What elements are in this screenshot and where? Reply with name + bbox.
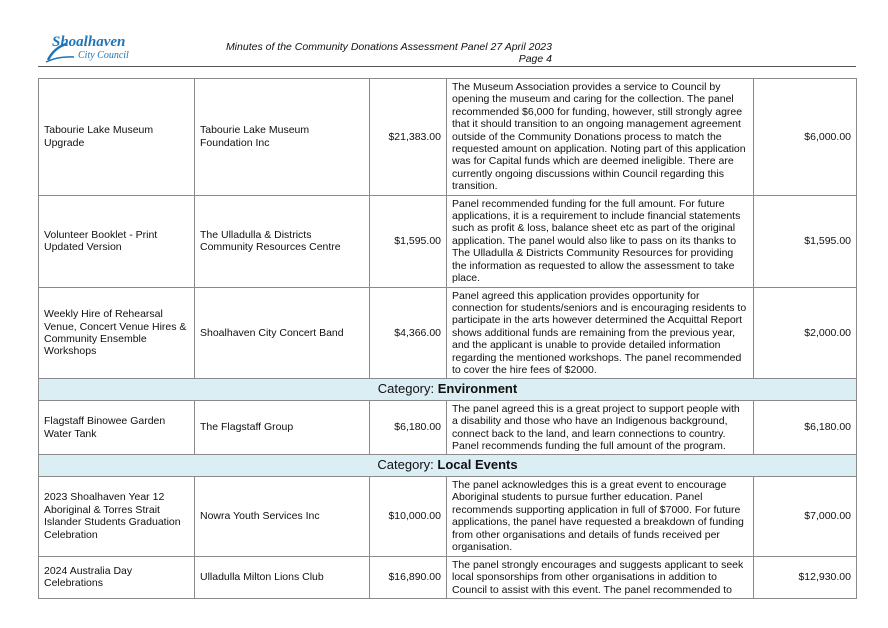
panel-comment-cell: The panel strongly encourages and suggests applicant to seek local sponsorships from other organisations in addition to Council to assist with this event. The panel recommended to [447,556,754,598]
panel-comment-cell: The panel agreed this is a great project to support people with a disability and those who have an Indigenous background, connect back to the land, and learn connections to country. Panel recommends funding the full amount of the program. [447,400,754,455]
logo-text-bottom: City Council [78,50,129,61]
organisation-cell: Shoalhaven City Concert Band [195,287,370,379]
requested-amount-cell: $1,595.00 [370,195,447,287]
category-heading [39,455,857,476]
project-cell: Volunteer Booklet - Print Updated Version [39,195,195,287]
recommended-amount-cell: $12,930.00 [754,556,857,598]
table-row [39,287,857,379]
project-cell: Weekly Hire of Rehearsal Venue, Concert Venue Hires & Community Ensemble Workshops [39,287,195,379]
organisation-cell: Ulladulla Milton Lions Club [195,556,370,598]
recommended-amount-cell: $1,595.00 [754,195,857,287]
requested-amount-cell: $16,890.00 [370,556,447,598]
document-title: Minutes of the Community Donations Assessment Panel 27 April 2023 [225,41,552,53]
category-heading [39,379,857,400]
organisation-cell: The Ulladulla & Districts Community Resources Centre [195,195,370,287]
page-number: Page 4 [518,53,552,65]
project-cell: 2024 Australia Day Celebrations [39,556,195,598]
category-row-environment [39,379,857,400]
requested-amount-cell: $21,383.00 [370,79,447,196]
table-row [39,476,857,556]
project-cell: Flagstaff Binowee Garden Water Tank [39,400,195,455]
table-row [39,400,857,455]
header-divider [38,66,856,67]
panel-comment-cell: The Museum Association provides a service to Council by opening the museum and caring for the collection. The panel recommended $6,000 for funding, however, still strongly agree that it should transition to an ongoing management agreement outside of the Community Donations process to match the requested amount on application. Noting part of this application was for Capital funds which are deemed ineligible. There are currently ongoing discussions within Council regarding this transition. [447,79,754,196]
shoalhaven-logo [44,30,144,64]
category-name: Local Events [437,457,518,473]
category-row-local-events [39,455,857,476]
table-row [39,556,857,598]
category-prefix: Category: [377,381,438,397]
panel-comment-cell: The panel acknowledges this is a great event to encourage Aboriginal students to pursue further education. Panel recommends supporting application in full of $7000. For future applications, the panel have requested a breakdown of funding from other organisations and details of funds received per organisation. [447,476,754,556]
recommended-amount-cell: $6,000.00 [754,79,857,196]
recommended-amount-cell: $2,000.00 [754,287,857,379]
requested-amount-cell: $10,000.00 [370,476,447,556]
panel-comment-cell: Panel agreed this application provides opportunity for connection for students/seniors and is encouraging residents to participate in the arts however determined the Acquittal Report shows additional funds are remaining from the previous year, and the applicant is unable to provide detailed information regarding the mentioned workshops. The panel recommended to cover the hire fees of $2000. [447,287,754,379]
recommended-amount-cell: $6,180.00 [754,400,857,455]
requested-amount-cell: $4,366.00 [370,287,447,379]
project-cell: 2023 Shoalhaven Year 12 Aboriginal & Torres Strait Islander Students Graduation Celebration [39,476,195,556]
requested-amount-cell: $6,180.00 [370,400,447,455]
table-row [39,195,857,287]
logo-text-top: Shoalhaven [52,34,126,50]
organisation-cell: The Flagstaff Group [195,400,370,455]
project-cell: Tabourie Lake Museum Upgrade [39,79,195,196]
category-prefix: Category: [377,457,438,473]
category-name: Environment [437,381,518,397]
organisation-cell: Nowra Youth Services Inc [195,476,370,556]
table-row [39,79,857,196]
recommended-amount-cell: $7,000.00 [754,476,857,556]
organisation-cell: Tabourie Lake Museum Foundation Inc [195,79,370,196]
panel-comment-cell: Panel recommended funding for the full amount. For future applications, it is a requirement to include financial statements such as profit & loss, balance sheet etc as part of the original application. The panel would also like to pass on its thanks to The Ulladulla & Districts Community Resources for providing the information as requested to allow the assessment to take place. [447,195,754,287]
logo-graphic [44,30,144,64]
donations-table [38,78,857,599]
